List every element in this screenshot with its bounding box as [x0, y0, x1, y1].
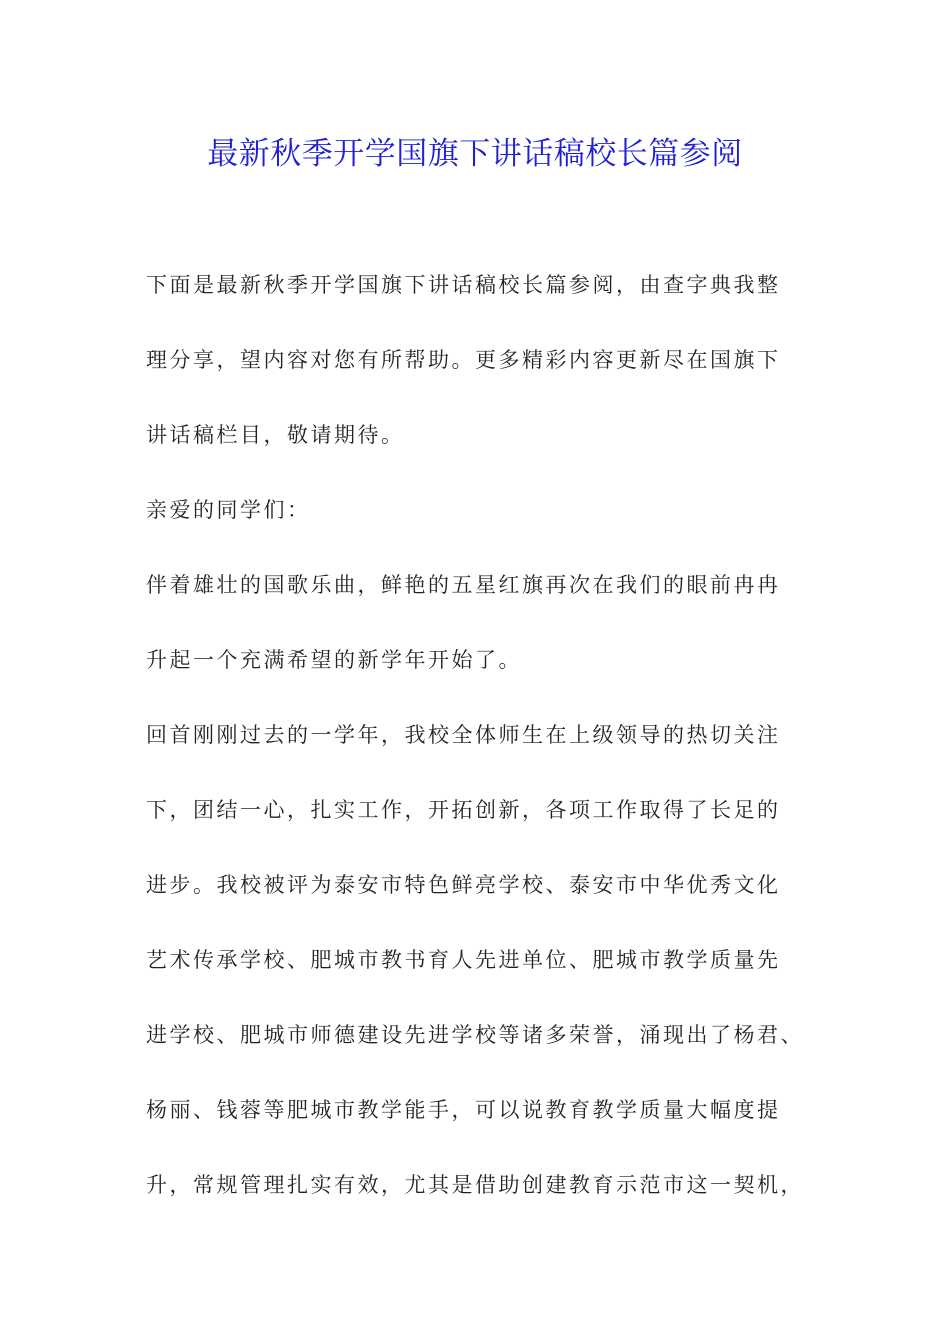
document-title: 最新秋季开学国旗下讲话稿校长篇参阅 — [207, 136, 743, 172]
paragraph-line: 进学校、肥城市师德建设先进学校等诸多荣誉，涌现出了杨君、 — [146, 1023, 804, 1047]
paragraph-line: 讲话稿栏目，敬请期待。 — [146, 423, 405, 447]
paragraph-line: 杨丽、钱蓉等肥城市教学能手，可以说教育教学质量大幅度提 — [146, 1098, 781, 1122]
paragraph-line: 下，团结一心，扎实工作，开拓创新，各项工作取得了长足的 — [146, 798, 781, 822]
paragraph-line: 理分享，望内容对您有所帮助。更多精彩内容更新尽在国旗下 — [146, 348, 781, 372]
paragraph-line: 伴着雄壮的国歌乐曲，鲜艳的五星红旗再次在我们的眼前冉冉 — [146, 573, 781, 597]
salutation-line: 亲爱的同学们： — [146, 498, 311, 522]
paragraph-line: 下面是最新秋季开学国旗下讲话稿校长篇参阅，由查字典我整 — [146, 273, 781, 297]
paragraph-line: 艺术传承学校、肥城市教书育人先进单位、肥城市教学质量先 — [146, 948, 781, 972]
paragraph-line: 回首刚刚过去的一学年，我校全体师生在上级领导的热切关注 — [146, 723, 781, 747]
paragraph-line: 进步。我校被评为泰安市特色鲜亮学校、泰安市中华优秀文化 — [146, 873, 781, 897]
paragraph-line: 升，常规管理扎实有效，尤其是借助创建教育示范市这一契机， — [146, 1173, 804, 1197]
paragraph-line: 升起一个充满希望的新学年开始了。 — [146, 648, 522, 672]
